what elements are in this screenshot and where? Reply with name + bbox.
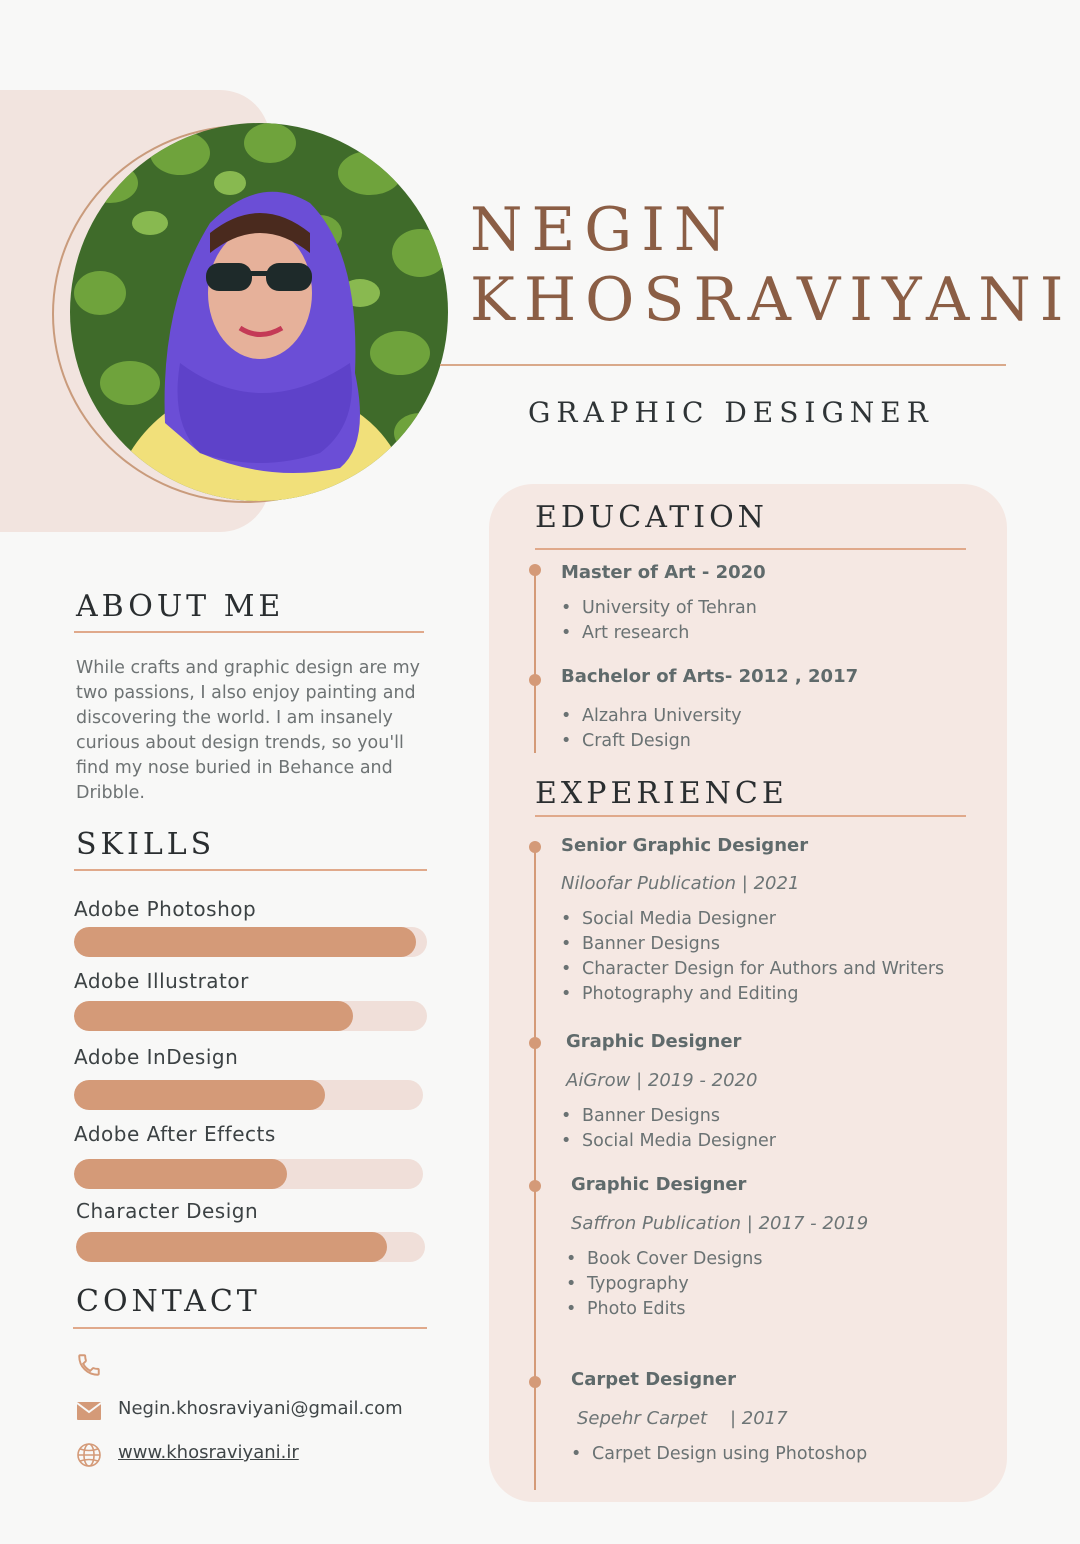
experience-details xyxy=(566,1247,762,1322)
education-heading: EDUCATION xyxy=(535,500,768,535)
skills-heading: SKILLS xyxy=(76,827,216,862)
experience-divider xyxy=(535,815,966,817)
education-divider xyxy=(535,548,966,550)
education-details xyxy=(561,596,757,646)
experience-title: Graphic Designer xyxy=(571,1174,747,1195)
list-item: • Photography and Editing xyxy=(561,982,944,1007)
skill-bar xyxy=(74,1159,423,1189)
skill-bar-fill xyxy=(74,927,416,957)
skill-label: Adobe Illustrator xyxy=(74,969,249,993)
experience-timeline xyxy=(534,846,536,1490)
first-name: NEGIN xyxy=(470,195,736,265)
website-link[interactable]: www.khosraviyani.ir xyxy=(118,1442,299,1463)
education-title: Master of Art - 2020 xyxy=(561,562,766,583)
skill-bar xyxy=(74,927,427,957)
timeline-dot xyxy=(529,841,541,853)
about-heading: ABOUT ME xyxy=(76,589,285,624)
experience-company: AiGrow | 2019 - 2020 xyxy=(566,1070,758,1091)
skill-bar-fill xyxy=(74,1001,353,1031)
name-divider xyxy=(440,364,1006,366)
experience-details xyxy=(561,907,944,1007)
contact-heading: CONTACT xyxy=(76,1284,261,1319)
list-item: • Carpet Design using Photoshop xyxy=(571,1442,867,1467)
list-item: • Alzahra University xyxy=(561,704,742,729)
phone-icon xyxy=(76,1352,102,1378)
skill-label: Adobe Photoshop xyxy=(74,897,257,921)
list-item: • Banner Designs xyxy=(561,932,944,957)
list-item: • Book Cover Designs xyxy=(566,1247,762,1272)
timeline-dot xyxy=(529,1037,541,1049)
list-item: • Social Media Designer xyxy=(561,907,944,932)
list-item: • Banner Designs xyxy=(561,1104,776,1129)
experience-details xyxy=(561,1104,776,1154)
skill-bar xyxy=(74,1001,427,1031)
list-item: • Social Media Designer xyxy=(561,1129,776,1154)
skill-label: Adobe After Effects xyxy=(74,1122,276,1146)
skill-bar-fill xyxy=(76,1232,387,1262)
list-item: • Craft Design xyxy=(561,729,742,754)
experience-title: Carpet Designer xyxy=(571,1369,737,1390)
experience-company: Sepehr Carpet | 2017 xyxy=(577,1408,788,1429)
skill-label: Adobe InDesign xyxy=(74,1045,239,1069)
job-title: GRAPHIC DESIGNER xyxy=(528,396,934,429)
education-timeline xyxy=(534,570,536,753)
email-link[interactable]: Negin.khosraviyani@gmail.com xyxy=(118,1398,403,1419)
list-item: • Character Design for Authors and Writers xyxy=(561,957,944,982)
timeline-dot xyxy=(529,564,541,576)
about-text: While crafts and graphic design are my two passions, I also enjoy painting and discovering the world. I am insanely curious about design trends, so you'll find my nose buried in Behance and Dribble. xyxy=(76,658,421,803)
about-divider xyxy=(74,631,424,633)
education-details xyxy=(561,704,742,754)
timeline-dot xyxy=(529,1180,541,1192)
list-item: • University of Tehran xyxy=(561,596,757,621)
experience-heading: EXPERIENCE xyxy=(535,776,788,811)
mail-icon xyxy=(76,1400,102,1422)
profile-photo xyxy=(70,123,448,501)
experience-company: Saffron Publication | 2017 - 2019 xyxy=(571,1213,869,1234)
globe-icon xyxy=(76,1442,102,1468)
skill-label: Character Design xyxy=(76,1199,259,1223)
experience-title: Senior Graphic Designer xyxy=(561,835,809,856)
skill-bar xyxy=(76,1232,425,1262)
education-title: Bachelor of Arts- 2012 , 2017 xyxy=(561,666,859,687)
timeline-dot xyxy=(529,674,541,686)
contact-divider xyxy=(73,1327,427,1329)
skills-divider xyxy=(74,869,427,871)
list-item: • Art research xyxy=(561,621,757,646)
last-name: KHOSRAVIYANI xyxy=(470,265,1073,335)
list-item: • Typography xyxy=(566,1272,762,1297)
timeline-dot xyxy=(529,1376,541,1388)
experience-title: Graphic Designer xyxy=(566,1031,742,1052)
skill-bar xyxy=(74,1080,423,1110)
skill-bar-fill xyxy=(74,1159,287,1189)
skill-bar-fill xyxy=(74,1080,325,1110)
experience-company: Niloofar Publication | 2021 xyxy=(561,873,800,894)
experience-details xyxy=(571,1442,867,1467)
list-item: • Photo Edits xyxy=(566,1297,762,1322)
